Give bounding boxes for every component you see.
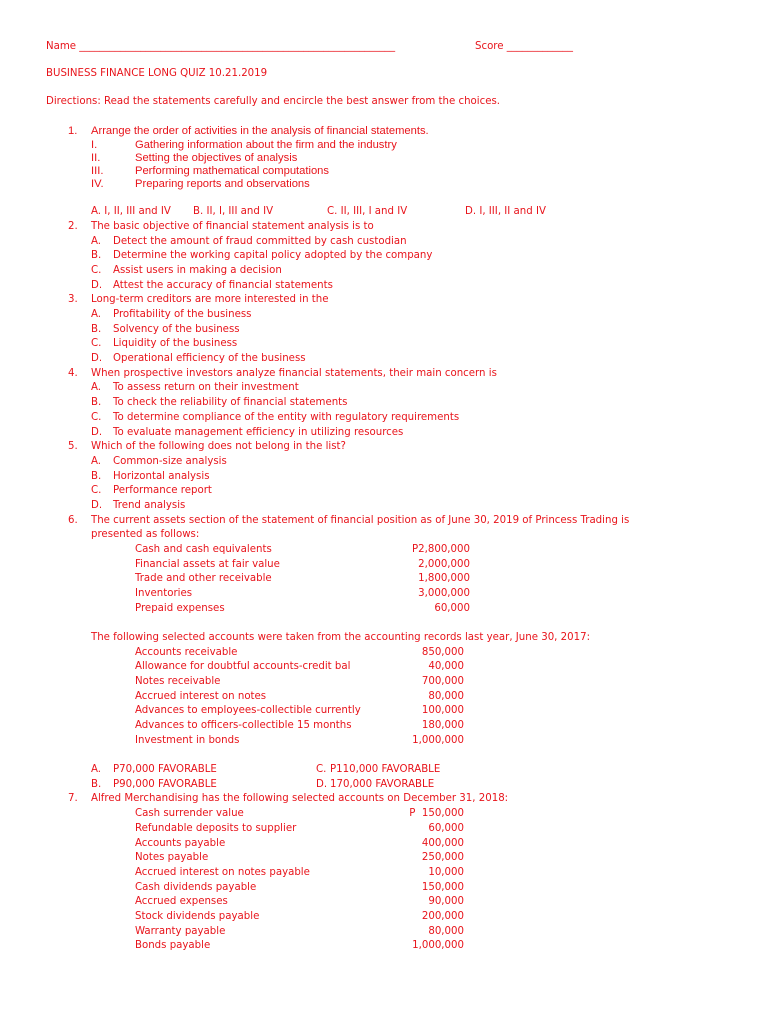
question-3-stem: Long-term creditors are more interested in the (91, 294, 329, 305)
score-field-label: Score _____________ (475, 41, 573, 52)
account-amount: 1,000,000 (412, 940, 464, 951)
choice-option[interactable]: Common-size analysis (113, 456, 227, 467)
directions-text: Directions: Read the statements carefully and encircle the best answer from the choices. (46, 96, 501, 107)
option-letter: D. (91, 500, 103, 511)
roman-numeral: II. (91, 152, 101, 164)
option-letter: A. (91, 456, 102, 467)
account-amount: 40,000 (428, 661, 464, 672)
account-label: Warranty payable (135, 926, 226, 937)
question-number: 3. (68, 294, 78, 305)
account-amount: 80,000 (428, 691, 464, 702)
account-label: Allowance for doubtful accounts-credit bal (135, 661, 351, 672)
option-letter: D. (91, 427, 103, 438)
asset-label: Prepaid expenses (135, 603, 225, 614)
account-label: Notes payable (135, 852, 209, 863)
question-number: 2. (68, 221, 78, 232)
account-amount: 1,000,000 (412, 735, 464, 746)
question-number: 1. (68, 125, 78, 137)
account-label: Advances to employees-collectible currently (135, 705, 361, 716)
activity-item: Setting the objectives of analysis (135, 152, 298, 164)
account-amount: 700,000 (421, 676, 464, 687)
name-field-label: Name ______________________________________________________________ (46, 41, 396, 52)
choice-option[interactable]: Detect the amount of fraud committed by cash custodian (113, 236, 407, 247)
asset-label: Financial assets at fair value (135, 559, 280, 570)
option-letter: D. (91, 280, 103, 291)
account-label: Accrued interest on notes payable (135, 867, 310, 878)
asset-amount: P2,800,000 (412, 544, 470, 555)
asset-amount: 2,000,000 (418, 559, 470, 570)
asset-amount: 60,000 (434, 603, 470, 614)
account-label: Stock dividends payable (135, 911, 260, 922)
choice-option[interactable]: Attest the accuracy of financial statements (113, 280, 333, 291)
choice-option[interactable]: A. I, II, III and IV (91, 206, 171, 217)
choice-option[interactable]: C. II, III, I and IV (327, 206, 408, 217)
asset-label: Trade and other receivable (135, 573, 272, 584)
choice-option[interactable]: Horizontal analysis (113, 471, 210, 482)
choice-option[interactable]: To determine compliance of the entity with regulatory requirements (113, 412, 460, 423)
question-6-stem: The current assets section of the statement of financial position as of June 30, 2019 of Princess Trading is (91, 515, 630, 526)
account-amount: 150,000 (421, 882, 464, 893)
option-letter: C. (91, 485, 102, 496)
option-letter: B. (91, 250, 102, 261)
account-label: Accrued expenses (135, 896, 228, 907)
account-label: Accrued interest on notes (135, 691, 267, 702)
account-amount: P 150,000 (409, 808, 464, 819)
option-letter: B. (91, 397, 102, 408)
asset-amount: 1,800,000 (418, 573, 470, 584)
question-4-stem: When prospective investors analyze financial statements, their main concern is (91, 368, 497, 379)
choice-option[interactable]: Trend analysis (113, 500, 186, 511)
roman-numeral: III. (91, 165, 104, 177)
question-number: 5. (68, 441, 78, 452)
option-letter: A. (91, 309, 102, 320)
question-5-stem: Which of the following does not belong in the list? (91, 441, 346, 452)
account-amount: 60,000 (428, 823, 464, 834)
account-label: Investment in bonds (135, 735, 240, 746)
choice-option[interactable]: To check the reliability of financial statements (113, 397, 348, 408)
account-amount: 100,000 (421, 705, 464, 716)
option-letter: D. (91, 353, 103, 364)
account-label: Notes receivable (135, 676, 221, 687)
question-number: 7. (68, 793, 78, 804)
question-6-stem-cont: presented as follows: (91, 529, 200, 540)
account-label: Cash surrender value (135, 808, 244, 819)
choice-option[interactable]: To assess return on their investment (113, 382, 299, 393)
option-letter: A. (91, 236, 102, 247)
choice-option[interactable]: P90,000 FAVORABLE (113, 779, 217, 790)
account-amount: 200,000 (421, 911, 464, 922)
account-label: Cash dividends payable (135, 882, 257, 893)
option-letter: B. (91, 779, 102, 790)
account-label: Accounts receivable (135, 647, 238, 658)
option-letter: B. (91, 324, 102, 335)
asset-label: Cash and cash equivalents (135, 544, 272, 555)
account-amount: 10,000 (428, 867, 464, 878)
question-number: 4. (68, 368, 78, 379)
option-letter: C. (91, 265, 102, 276)
account-amount: 80,000 (428, 926, 464, 937)
roman-numeral: IV. (91, 178, 104, 190)
account-amount: 250,000 (421, 852, 464, 863)
choice-option[interactable]: To evaluate management efficiency in utilizing resources (113, 427, 404, 438)
choice-option[interactable]: P70,000 FAVORABLE (113, 764, 217, 775)
choice-option[interactable]: Liquidity of the business (113, 338, 238, 349)
account-label: Bonds payable (135, 940, 211, 951)
choice-option[interactable]: Solvency of the business (113, 324, 240, 335)
option-letter: C. (91, 412, 102, 423)
question-2-stem: The basic objective of financial statement analysis is to (91, 221, 374, 232)
asset-label: Inventories (135, 588, 193, 599)
selected-accounts-intro: The following selected accounts were taken from the accounting records last year, June 30, 2017: (91, 632, 591, 643)
question-number: 6. (68, 515, 78, 526)
asset-amount: 3,000,000 (418, 588, 470, 599)
option-letter: A. (91, 764, 102, 775)
activity-item: Preparing reports and observations (135, 178, 310, 190)
account-label: Accounts payable (135, 838, 226, 849)
account-label: Advances to officers-collectible 15 months (135, 720, 352, 731)
choice-option[interactable]: 170,000 FAVORABLE (330, 779, 435, 790)
option-letter: D. (316, 779, 328, 790)
account-amount: 400,000 (421, 838, 464, 849)
roman-numeral: I. (91, 139, 98, 151)
option-letter: C. (316, 764, 327, 775)
account-amount: 850,000 (421, 647, 464, 658)
choice-option[interactable]: Profitability of the business (113, 309, 252, 320)
question-7-stem: Alfred Merchandising has the following selected accounts on December 31, 2018: (91, 793, 509, 804)
account-label: Refundable deposits to supplier (135, 823, 297, 834)
choice-option[interactable]: D. I, III, II and IV (465, 206, 546, 217)
choice-option[interactable]: Assist users in making a decision (113, 265, 282, 276)
account-amount: 90,000 (428, 896, 464, 907)
choice-option[interactable]: B. II, I, III and IV (193, 206, 274, 217)
quiz-title: BUSINESS FINANCE LONG QUIZ 10.21.2019 (46, 68, 268, 79)
activity-item: Gathering information about the firm and the industry (135, 139, 397, 151)
choice-option[interactable]: Operational efficiency of the business (113, 353, 306, 364)
question-1-stem: Arrange the order of activities in the analysis of financial statements. (91, 125, 429, 137)
activity-item: Performing mathematical computations (135, 165, 330, 177)
choice-option[interactable]: Performance report (113, 485, 212, 496)
account-amount: 180,000 (421, 720, 464, 731)
option-letter: C. (91, 338, 102, 349)
option-letter: A. (91, 382, 102, 393)
option-letter: B. (91, 471, 102, 482)
choice-option[interactable]: P110,000 FAVORABLE (330, 764, 441, 775)
choice-option[interactable]: Determine the working capital policy adopted by the company (113, 250, 433, 261)
